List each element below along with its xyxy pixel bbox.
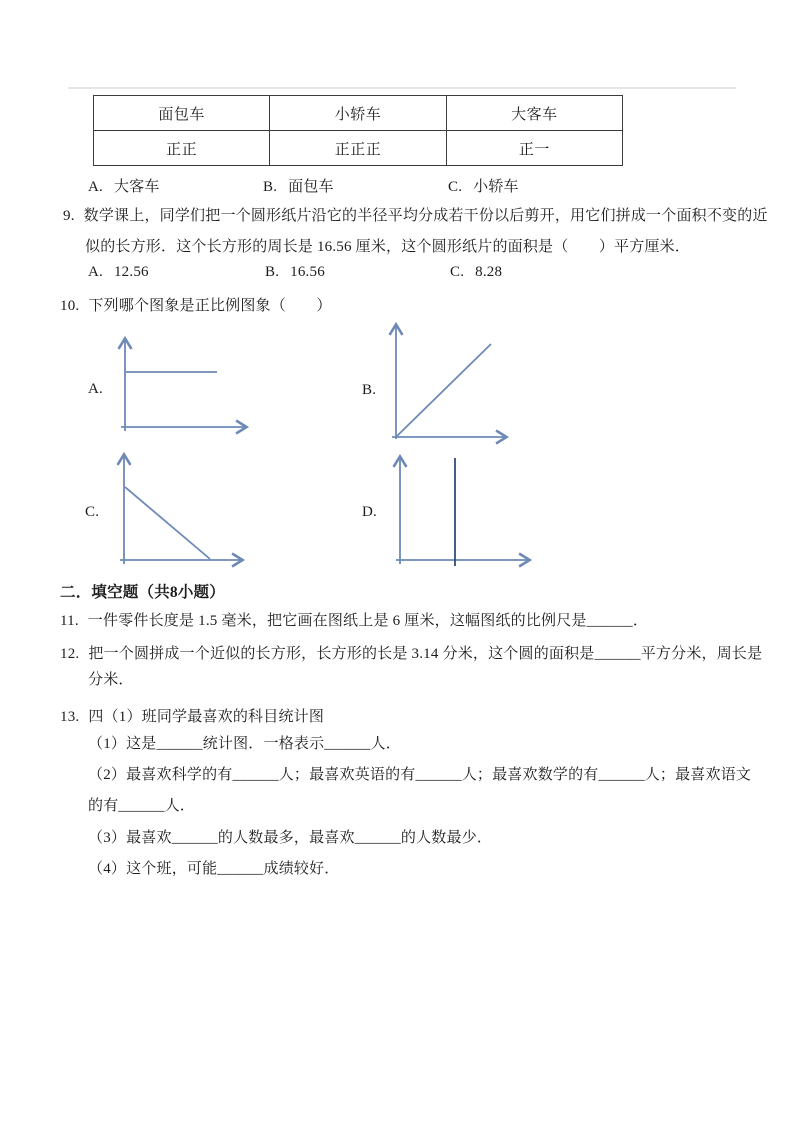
graph-a-label: A.	[88, 381, 103, 397]
q8-option-b-text: 面包车	[288, 179, 334, 195]
q13-part-2: （2）最喜欢科学的有______人；最喜欢英语的有______人；最喜欢数学的有______人；最喜欢语文	[88, 767, 752, 783]
tally-table-value-cell: 正正正	[270, 131, 446, 166]
q8-option-c	[448, 175, 519, 196]
graph-a-figure	[80, 330, 260, 433]
q9-option-a	[88, 264, 149, 281]
q9-text-2: 似的长方形．这个长方形的周长是 16.56 厘米，这个圆形纸片的面积是（ ）平方厘米．	[85, 239, 691, 255]
graph-b-label: B.	[362, 382, 377, 398]
q12-text-1: 把一个圆拼成一个近似的长方形，长方形的长是 3.14 分米，这个圆的面积是______平方分米，周长是	[88, 646, 763, 662]
q10-text: 下列哪个图象是正比例图象（ ）	[88, 298, 332, 314]
q9-option-c-text: 8.28	[475, 264, 503, 280]
q12-line-1	[60, 645, 762, 664]
q9-option-c	[450, 264, 502, 281]
tally-table-value-row	[94, 131, 623, 166]
graph-d-figure	[385, 450, 543, 572]
q9-option-a-letter: A.	[88, 264, 103, 280]
tally-table-header-cell: 大客车	[446, 96, 622, 131]
tally-table-header-row	[94, 96, 623, 131]
q11-number: 11.	[60, 613, 79, 629]
page-top-rule	[68, 87, 736, 89]
q10-number: 10.	[60, 298, 80, 314]
graph-b-data-line	[397, 344, 491, 436]
q8-option-c-text: 小轿车	[473, 179, 519, 195]
q11-text: 一件零件长度是 1.5 毫米，把它画在图纸上是 6 厘米，这幅图纸的比例尺是______．	[87, 613, 649, 629]
q13-title: 四（1）班同学最喜欢的科目统计图	[88, 709, 325, 725]
q13-part-4: （4）这个班，可能______成绩较好．	[88, 861, 340, 877]
q13-part-3: （3）最喜欢______的人数最多，最喜欢______的人数最少．	[88, 830, 493, 846]
graph-b-figure	[355, 316, 520, 441]
q12-line-2	[88, 671, 134, 690]
q12-text-2: 分米．	[88, 672, 134, 688]
tally-table	[93, 95, 623, 166]
q13-number: 13.	[60, 709, 80, 725]
q12-number: 12.	[60, 646, 80, 662]
q9-line-2	[85, 238, 690, 257]
q8-option-a-letter: A.	[88, 179, 103, 195]
q9-option-b	[265, 264, 325, 281]
graph-c-label: C.	[85, 504, 100, 520]
q9-option-c-letter: C.	[450, 264, 465, 280]
q13-stem	[60, 708, 324, 727]
tally-table-value-cell: 正一	[446, 131, 622, 166]
section-2-header: 二．填空题（共8小题）	[60, 584, 225, 601]
q8-option-a	[88, 175, 160, 196]
q9-option-a-text: 12.56	[113, 264, 149, 280]
q9-option-b-letter: B.	[265, 264, 280, 280]
q9-option-b-text: 16.56	[290, 264, 325, 280]
tally-table-header-cell: 小轿车	[270, 96, 446, 131]
graph-c-data-line	[125, 487, 210, 559]
q8-option-b	[263, 175, 334, 196]
q9-number: 9.	[63, 208, 75, 224]
tally-table-header-cell: 面包车	[94, 96, 270, 131]
q11-stem	[60, 612, 648, 631]
tally-table-value-cell: 正正	[94, 131, 270, 166]
q8-option-c-letter: C.	[448, 179, 463, 195]
q10-stem	[60, 297, 332, 316]
q8-option-b-letter: B.	[263, 179, 278, 195]
graph-c-figure	[100, 448, 250, 566]
q9-line-1	[63, 207, 768, 226]
q9-text-1: 数学课上，同学们把一个圆形纸片沿它的半径平均分成若干份以后剪开，用它们拼成一个面积不变的近	[83, 208, 768, 224]
q13-part-2-continued: 的有______人．	[88, 798, 196, 814]
q8-option-a-text: 大客车	[113, 179, 160, 195]
q13-part-1: （1）这是______统计图．一格表示______人．	[88, 736, 401, 752]
graph-d-label: D.	[362, 504, 377, 520]
